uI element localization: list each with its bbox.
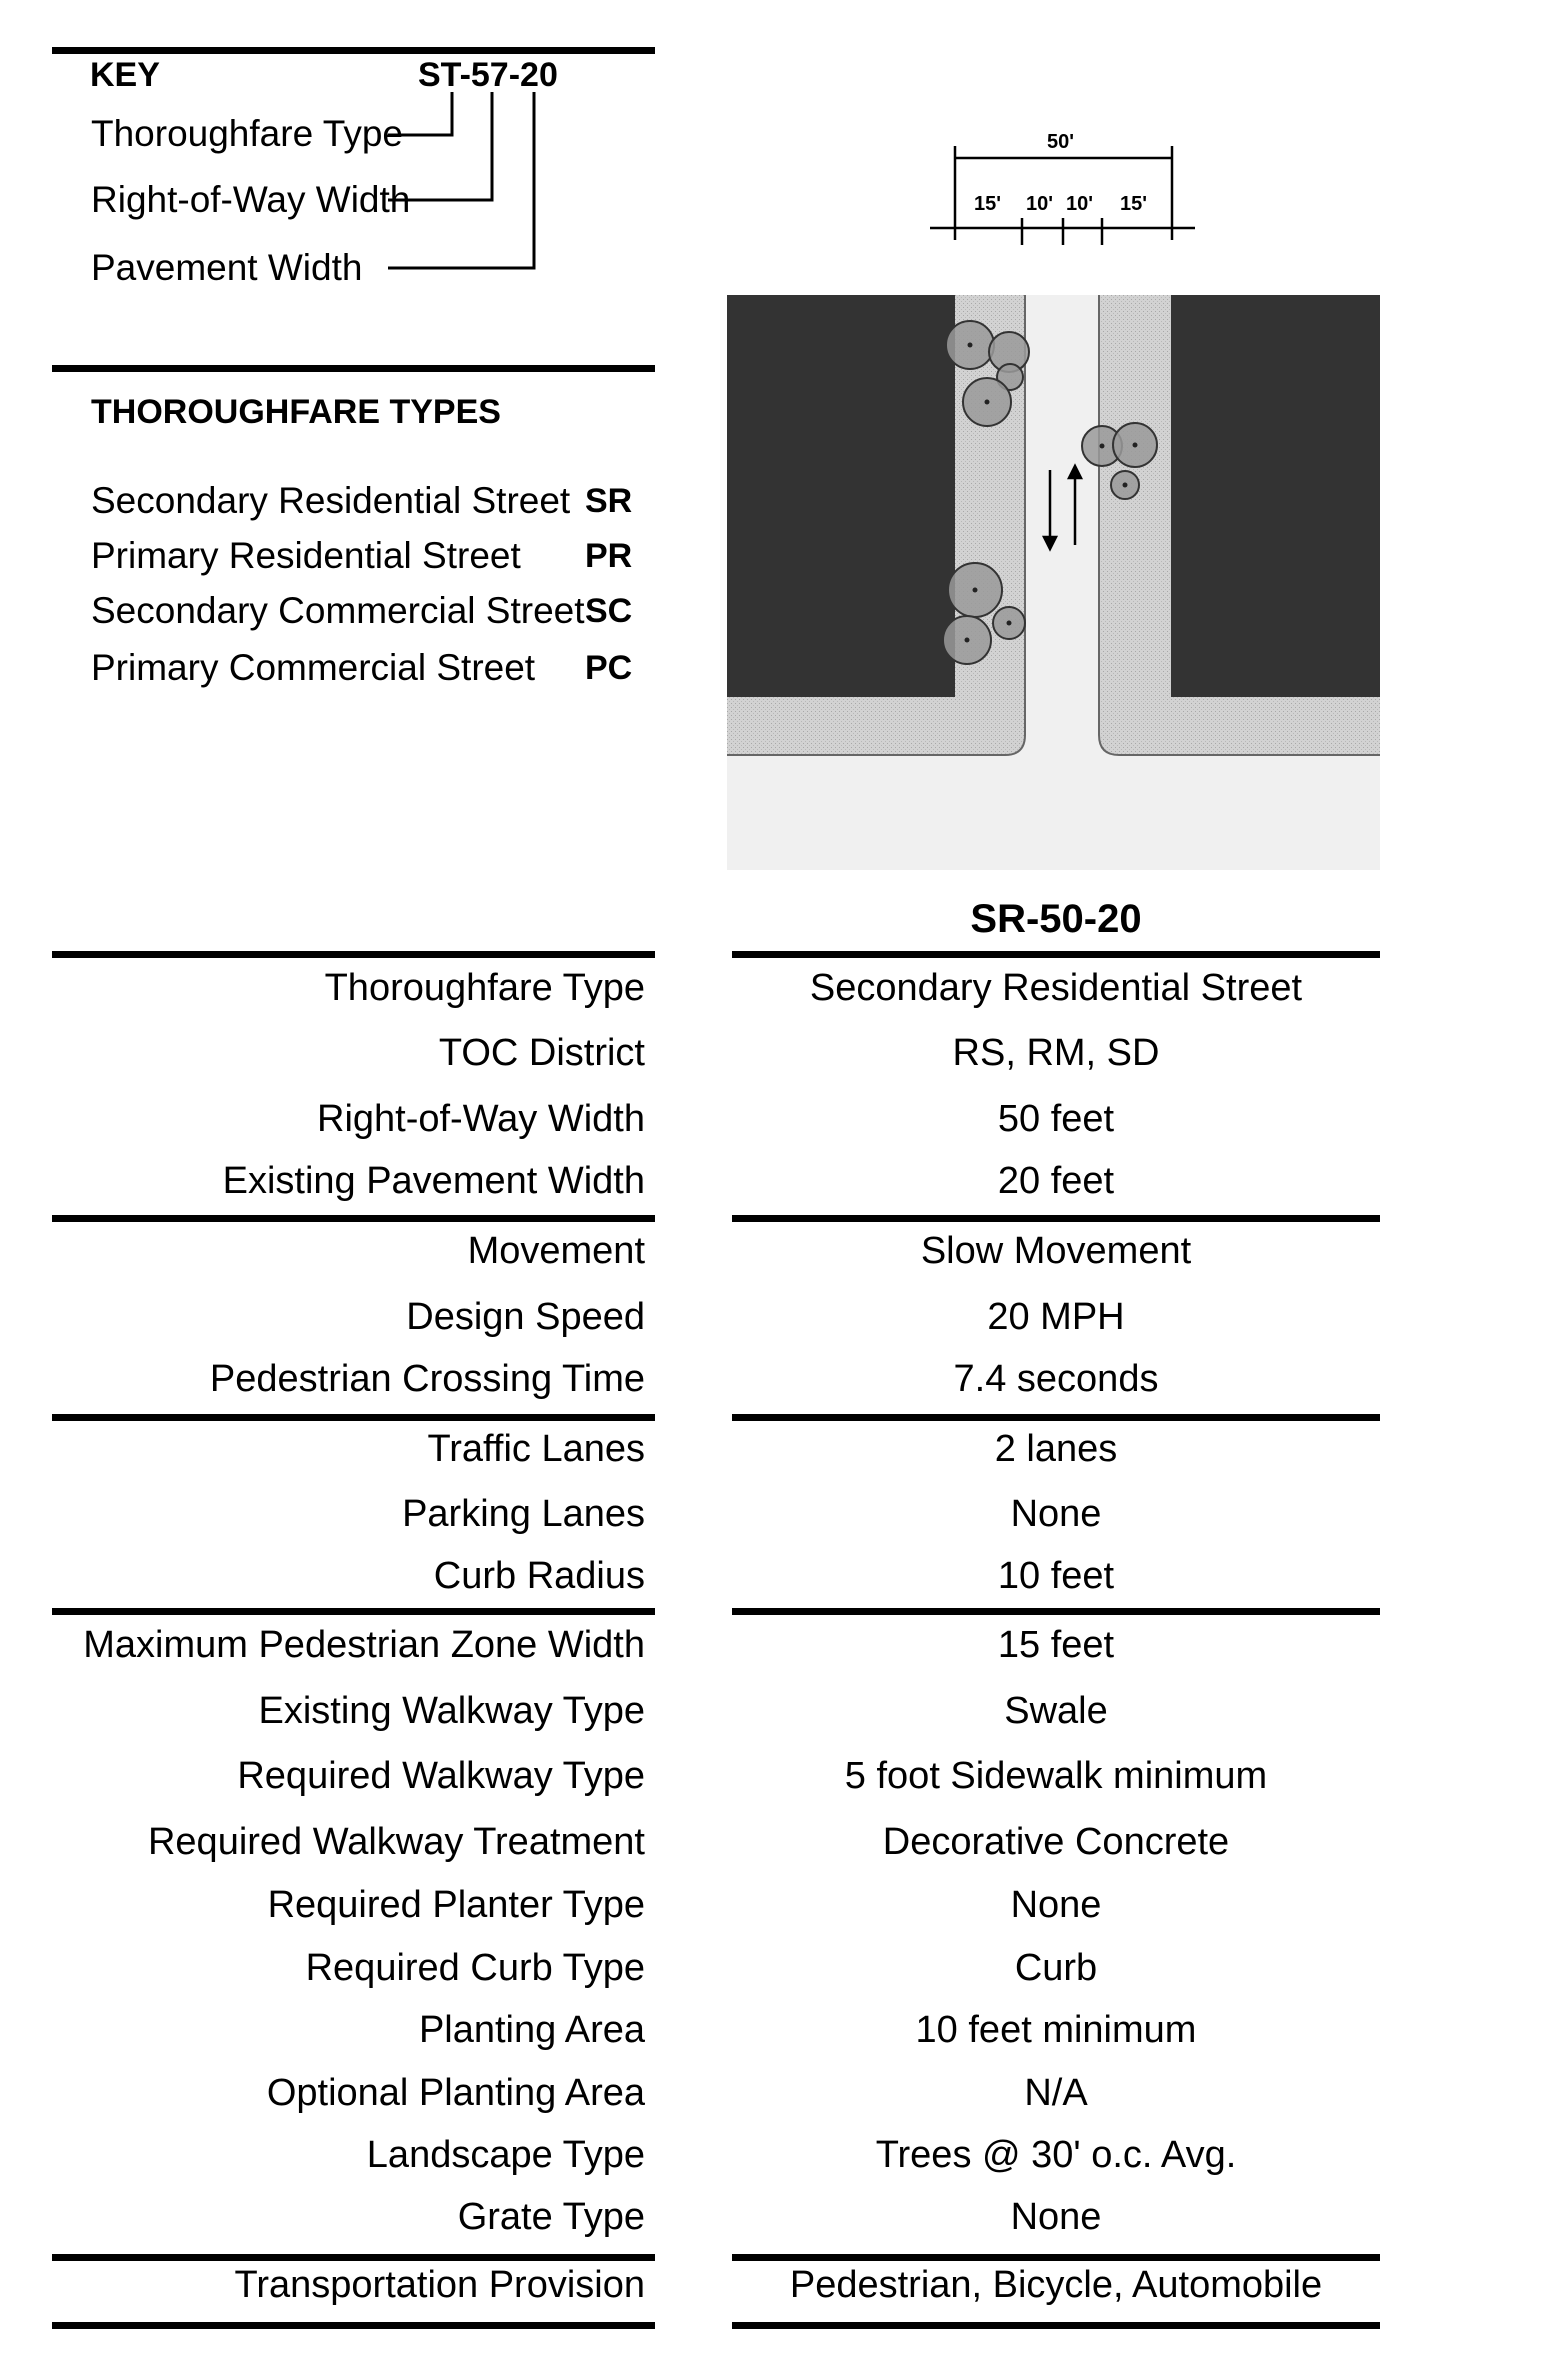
spec-label: Grate Type — [457, 2196, 645, 2238]
spec-label: Required Walkway Treatment — [147, 1821, 645, 1863]
spec-label: Landscape Type — [366, 2134, 645, 2176]
key-title: KEY — [90, 56, 160, 94]
spec-label: Optional Planting Area — [266, 2072, 645, 2114]
dimension-total: 50' — [1047, 131, 1075, 153]
type-name: Secondary Commercial Street — [91, 590, 585, 631]
spec-label: Existing Walkway Type — [258, 1690, 645, 1732]
spec-label: Maximum Pedestrian Zone Width — [83, 1624, 645, 1666]
dimension-segment: 10' — [1026, 193, 1054, 215]
spec-value: 5 foot Sidewalk minimum — [844, 1755, 1268, 1797]
spec-value: 50 feet — [997, 1098, 1115, 1140]
building-left — [727, 295, 955, 697]
spec-label: Existing Pavement Width — [222, 1160, 645, 1202]
building-right — [1171, 295, 1380, 697]
spec-label: Transportation Provision — [234, 2264, 645, 2306]
spec-value: None — [1010, 1493, 1102, 1535]
spec-value: Trees @ 30' o.c. Avg. — [875, 2134, 1237, 2176]
spec-label: Traffic Lanes — [427, 1428, 645, 1470]
spec-label: Movement — [467, 1230, 645, 1272]
spec-value: Decorative Concrete — [882, 1821, 1230, 1863]
spec-value: 10 feet minimum — [915, 2009, 1197, 2051]
spec-label: Required Planter Type — [267, 1884, 645, 1926]
types-title: THOROUGHFARE TYPES — [91, 393, 501, 431]
spec-value: None — [1010, 2196, 1102, 2238]
spec-value: N/A — [1024, 2072, 1088, 2114]
type-abbr: SC — [585, 592, 633, 630]
key-item-thoroughfare-type: Thoroughfare Type — [91, 113, 403, 154]
spec-label: Thoroughfare Type — [324, 967, 645, 1009]
spec-value: Slow Movement — [920, 1230, 1192, 1272]
spec-value: Swale — [1004, 1690, 1108, 1732]
spec-label: Required Walkway Type — [237, 1755, 645, 1797]
spec-value: Pedestrian, Bicycle, Automobile — [789, 2264, 1323, 2306]
spec-value: 15 feet — [997, 1624, 1115, 1666]
spec-label: Parking Lanes — [402, 1493, 645, 1535]
spec-label: Right-of-Way Width — [317, 1098, 645, 1140]
key-leader-lines — [0, 0, 600, 300]
spec-value: None — [1010, 1884, 1102, 1926]
spec-value: 10 feet — [997, 1555, 1115, 1597]
spec-value: 2 lanes — [994, 1428, 1118, 1470]
spec-label: Pedestrian Crossing Time — [209, 1358, 645, 1400]
type-name: Primary Commercial Street — [91, 647, 536, 688]
type-name: Primary Residential Street — [91, 535, 521, 576]
types-top-rule — [52, 365, 655, 372]
spec-value: 20 feet — [997, 1160, 1115, 1202]
type-name: Secondary Residential Street — [91, 480, 571, 521]
spec-value: 7.4 seconds — [953, 1358, 1159, 1400]
spec-label: Design Speed — [406, 1296, 645, 1338]
spec-value: Secondary Residential Street — [809, 967, 1303, 1009]
type-abbr: SR — [585, 482, 633, 520]
dimension-segment: 15' — [1120, 193, 1148, 215]
dimension-diagram — [930, 120, 1200, 260]
spec-label: Planting Area — [418, 2009, 645, 2051]
spec-code: SR-50-20 — [970, 897, 1142, 941]
type-abbr: PR — [585, 537, 633, 575]
spec-label: Required Curb Type — [305, 1947, 645, 1989]
dimension-segment: 10' — [1066, 193, 1094, 215]
spec-value: Curb — [1014, 1947, 1098, 1989]
dimension-segment: 15' — [974, 193, 1002, 215]
type-abbr: PC — [585, 649, 633, 687]
spec-label: TOC District — [438, 1032, 645, 1074]
spec-value: RS, RM, SD — [952, 1032, 1160, 1074]
spec-label: Curb Radius — [433, 1555, 645, 1597]
key-item-pavement-width: Pavement Width — [91, 247, 363, 288]
key-code: ST-57-20 — [418, 56, 558, 94]
spec-value: 20 MPH — [987, 1296, 1125, 1338]
street-plan-diagram — [727, 295, 1380, 870]
key-item-row-width: Right-of-Way Width — [91, 179, 411, 220]
